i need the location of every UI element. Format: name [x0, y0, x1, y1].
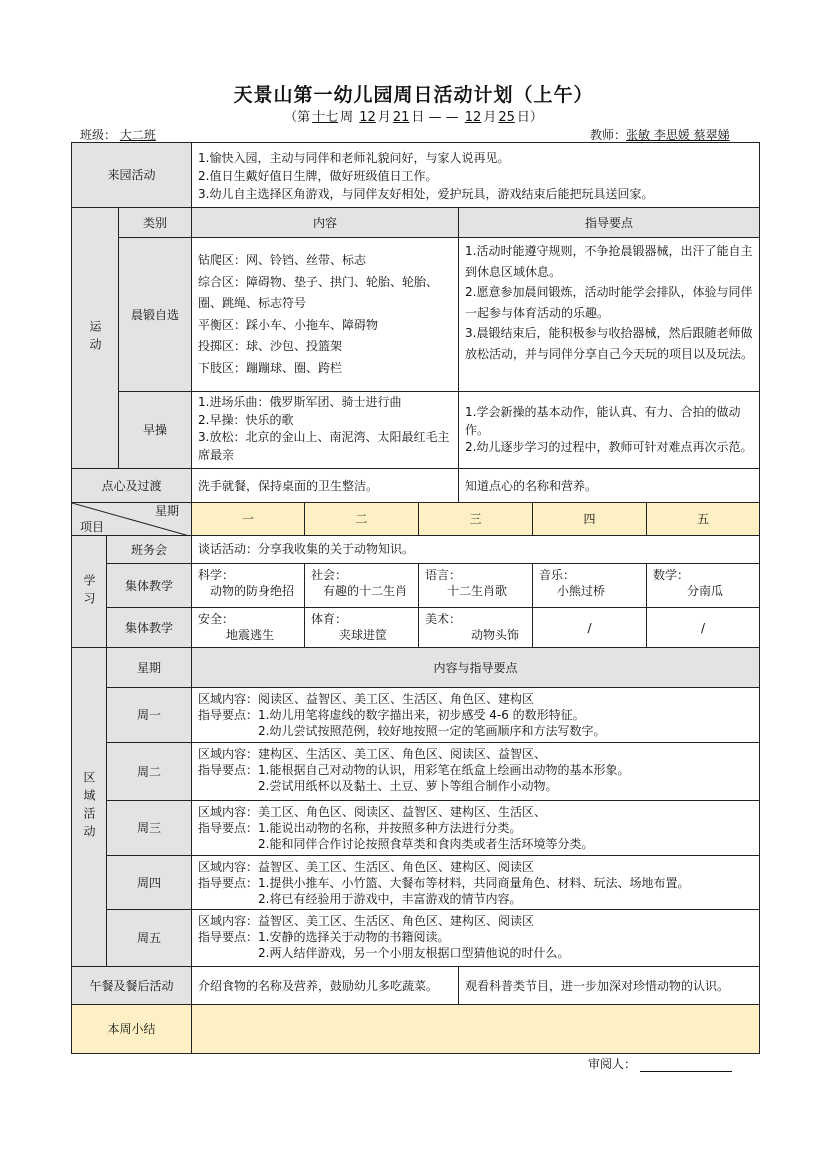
morning-content-2: 综合区：障碍物、垫子、拱门、轮胎、轮胎、圈、跳绳、标志符号 [198, 274, 439, 310]
group1-subject-5: 数学： [653, 568, 690, 582]
lunch-right: 观看科普类节目，进一步加深对珍惜动物的认识。 [458, 966, 760, 1005]
group2-topic-5: / [700, 620, 706, 635]
exercise-guide-2: 2.幼儿逐步学习的过程中，教师可针对难点再次示范。 [465, 440, 753, 454]
reviewer [588, 1055, 732, 1072]
areas-label: 区域活动 [71, 647, 107, 967]
teacher-label: 教师： [590, 128, 627, 142]
arrival-line-1: 1.愉快入园，主动与同伴和老师礼貌问好，与家人说再见。 [198, 151, 510, 165]
class-label: 班级： [80, 128, 117, 142]
group2-topic-3: 动物头饰 [471, 628, 520, 642]
morning-content-1: 钻爬区：网、铃铛、丝带、标志 [198, 253, 367, 267]
morning-content-4: 投掷区：球、沙包、投篮架 [198, 339, 343, 353]
group2-topic-1: 地震逃生 [226, 628, 275, 642]
area-day-2: 周二 [106, 742, 192, 801]
area-1-content: 区域内容：阅读区、益智区、美工区、生活区、角色区、建构区 [198, 692, 535, 706]
snack-left: 洗手就餐，保持桌面的卫生整洁。 [191, 468, 459, 503]
area-day-5: 周五 [106, 909, 192, 967]
morning-content-5: 下肢区：蹦蹦球、圈、跨栏 [198, 360, 343, 375]
morning-guide-1: 1.活动时能遵守规则，不争抢晨锻器械，出汗了能自主到休息区域休息。 [465, 244, 753, 279]
morning-guide-2: 2.愿意参加晨间锻炼，活动时能学会排队，体验与同伴一起参与体育活动的乐趣。 [465, 285, 753, 320]
day-separator: 日 — — [411, 110, 459, 125]
area-1-guide-1: 指导要点：1.幼儿用笔将虚线的数字描出来，初步感受 4-6 的数形特征。 [198, 708, 585, 722]
summary-content [191, 1004, 760, 1054]
group2-subject-2: 体育： [311, 612, 348, 626]
morning-guide-3: 3.晨锻结束后，能积极参与收拾器械，然后跟随老师做放松活动，并与同伴分享自己今天玩的项目以及玩法。 [465, 326, 754, 361]
exercise-content-2: 2.早操：快乐的歌 [198, 412, 294, 427]
group1-subject-1: 科学： [198, 568, 235, 582]
area-4-guide-1: 指导要点：1.提供小推车、小竹篮、大餐布等材料，共同商量角色、材料、玩法、场地布置。 [198, 876, 690, 890]
month-char-2: 月 [483, 110, 497, 125]
start-day: 21 [392, 110, 410, 125]
sports-col-type: 类别 [118, 207, 192, 238]
area-5-guide-1: 指导要点：1.安静的选择关于动物的书籍阅读。 [198, 930, 450, 944]
area-content-5 [191, 909, 760, 967]
group2-item-2 [304, 607, 419, 648]
group1-topic-2: 有趣的十二生肖 [323, 584, 408, 598]
area-4-guide-2: 2.将已有经验用于游戏中，丰富游戏的情节内容。 [258, 892, 522, 906]
sports-col-guide: 指导要点 [458, 207, 760, 238]
month-char: 月 [377, 110, 391, 125]
exercise-content-1: 1.进场乐曲：俄罗斯军团、骑士进行曲 [198, 395, 402, 409]
corner-bottom-label: 项目 [80, 520, 105, 534]
weekday-2: 二 [304, 502, 419, 536]
exercise-label: 早操 [118, 391, 192, 469]
group2-item-5 [646, 607, 760, 648]
area-day-3: 周三 [106, 800, 192, 856]
reviewer-label: 审阅人： [588, 1057, 637, 1071]
morning-content-3: 平衡区：踩小车、小拖车、障碍物 [198, 317, 379, 332]
area-3-guide-2: 2.能和同伴合作讨论按照食草类和食肉类或者生活环境等分类。 [258, 837, 594, 851]
week-unit: 周 [340, 110, 354, 125]
group1-subject-4: 音乐： [539, 568, 576, 582]
weekday-4: 四 [532, 502, 647, 536]
end-day: 25 [498, 110, 515, 125]
exercise-content [191, 391, 459, 469]
end-month: 12 [464, 110, 482, 125]
arrival-line-2: 2.值日生戴好值日生牌，做好班级值日工作。 [198, 169, 438, 183]
areas-col-content: 内容与指导要点 [191, 647, 760, 688]
weekday-3: 三 [418, 502, 533, 536]
sports-label: 运动 [71, 207, 119, 469]
area-4-content: 区域内容：益智区、美工区、生活区、角色区、建构区、阅读区 [198, 860, 535, 874]
morning-exercise-guide [458, 237, 760, 392]
area-content-4 [191, 855, 760, 910]
group1-topic-4: 小熊过桥 [557, 584, 606, 598]
exercise-guide-1: 1.学会新操的基本动作，能认真、有力、合拍的做动作。 [465, 405, 741, 437]
group1-item-4 [532, 563, 647, 608]
arrival-line-3: 3.幼儿自主选择区角游戏，与同伴友好相处，爱护玩具，游戏结束后能把玩具送回家。 [198, 187, 654, 201]
class-meeting-text: 谈话活动：分享我收集的关于动物知识。 [191, 535, 760, 564]
corner-top-label: 星期 [154, 504, 179, 518]
snack-label: 点心及过渡 [71, 468, 192, 503]
group2-subject-1: 安全： [198, 612, 235, 626]
lunch-left: 介绍食物的名称及营养，鼓励幼儿多吃蔬菜。 [191, 966, 459, 1005]
exercise-guide [458, 391, 760, 469]
group1-item-1 [191, 563, 305, 608]
class-value: 大二班 [119, 128, 156, 142]
group1-topic-5: 分南瓜 [687, 584, 724, 598]
teacher-value: 张敏 李思媛 蔡翠娣 [626, 128, 730, 142]
start-month: 12 [359, 110, 376, 125]
group1-item-5 [646, 563, 760, 608]
area-content-1 [191, 687, 760, 743]
sports-col-content: 内容 [191, 207, 459, 238]
end-suffix: 日） [516, 110, 543, 125]
group2-item-1 [191, 607, 305, 648]
summary-label: 本周小结 [71, 1004, 192, 1054]
group1-topic-1: 动物的防身绝招 [210, 584, 295, 598]
arrival-label: 来园活动 [71, 142, 192, 208]
area-2-guide-2: 2.尝试用纸杯以及黏土、土豆、萝卜等组合制作小动物。 [258, 779, 558, 793]
exercise-content-3: 3.放松：北京的金山上、南泥湾、太阳最红毛主席最亲 [198, 430, 450, 462]
group-teaching-label-1: 集体教学 [106, 563, 192, 608]
area-3-guide-1: 指导要点：1.能说出动物的名称，并按照多种方法进行分类。 [198, 821, 522, 835]
group1-item-2 [304, 563, 419, 608]
area-2-content: 区域内容：建构区、生活区、美工区、角色区、阅读区、益智区、 [198, 747, 547, 761]
morning-exercise-content [191, 237, 459, 392]
area-5-guide-2: 2.两人结伴游戏，另一个小朋友根据口型猜他说的时什么。 [258, 946, 570, 960]
class-meeting-label: 班务会 [106, 535, 192, 564]
area-5-content: 区域内容：益智区、美工区、生活区、角色区、建构区、阅读区 [198, 914, 535, 928]
group2-subject-3: 美术： [425, 612, 462, 626]
weekday-1: 一 [191, 502, 305, 536]
area-2-guide-1: 指导要点：1.能根据自己对动物的认识，用彩笔在纸盒上绘画出动物的基本形象。 [198, 763, 630, 777]
snack-right: 知道点心的名称和营养。 [458, 468, 760, 503]
area-content-3 [191, 800, 760, 856]
page-title: 天景山第一幼儿园周日活动计划（上午） [233, 84, 594, 106]
reviewer-signature-line [640, 1059, 732, 1072]
area-content-2 [191, 742, 760, 801]
lunch-label: 午餐及餐后活动 [71, 966, 192, 1005]
week-prefix: （第 [284, 110, 311, 125]
week-number: 十七 [312, 110, 339, 125]
group2-topic-2: 夹球进筐 [339, 628, 388, 642]
group1-item-3 [418, 563, 533, 608]
group2-item-4 [532, 607, 647, 648]
group1-topic-3: 十二生肖歌 [447, 584, 508, 598]
area-day-4: 周四 [106, 855, 192, 910]
area-day-1: 周一 [106, 687, 192, 743]
morning-exercise-label: 晨锻自选 [118, 237, 192, 392]
group1-subject-3: 语言： [425, 568, 462, 582]
weekday-5: 五 [646, 502, 760, 536]
group2-item-3 [418, 607, 533, 648]
arrival-content [191, 142, 760, 208]
area-1-guide-2: 2.幼儿尝试按照范例，较好地按照一定的笔画顺序和方法写数字。 [258, 724, 606, 738]
group2-topic-4: / [587, 620, 592, 635]
group-teaching-label-2: 集体教学 [106, 607, 192, 648]
group1-subject-2: 社会： [311, 568, 348, 582]
weekday-corner [71, 502, 192, 536]
areas-col-day: 星期 [106, 647, 192, 688]
area-3-content: 区域内容：美工区、角色区、阅读区、益智区、建构区、生活区、 [198, 805, 547, 819]
study-label: 学习 [71, 535, 107, 648]
